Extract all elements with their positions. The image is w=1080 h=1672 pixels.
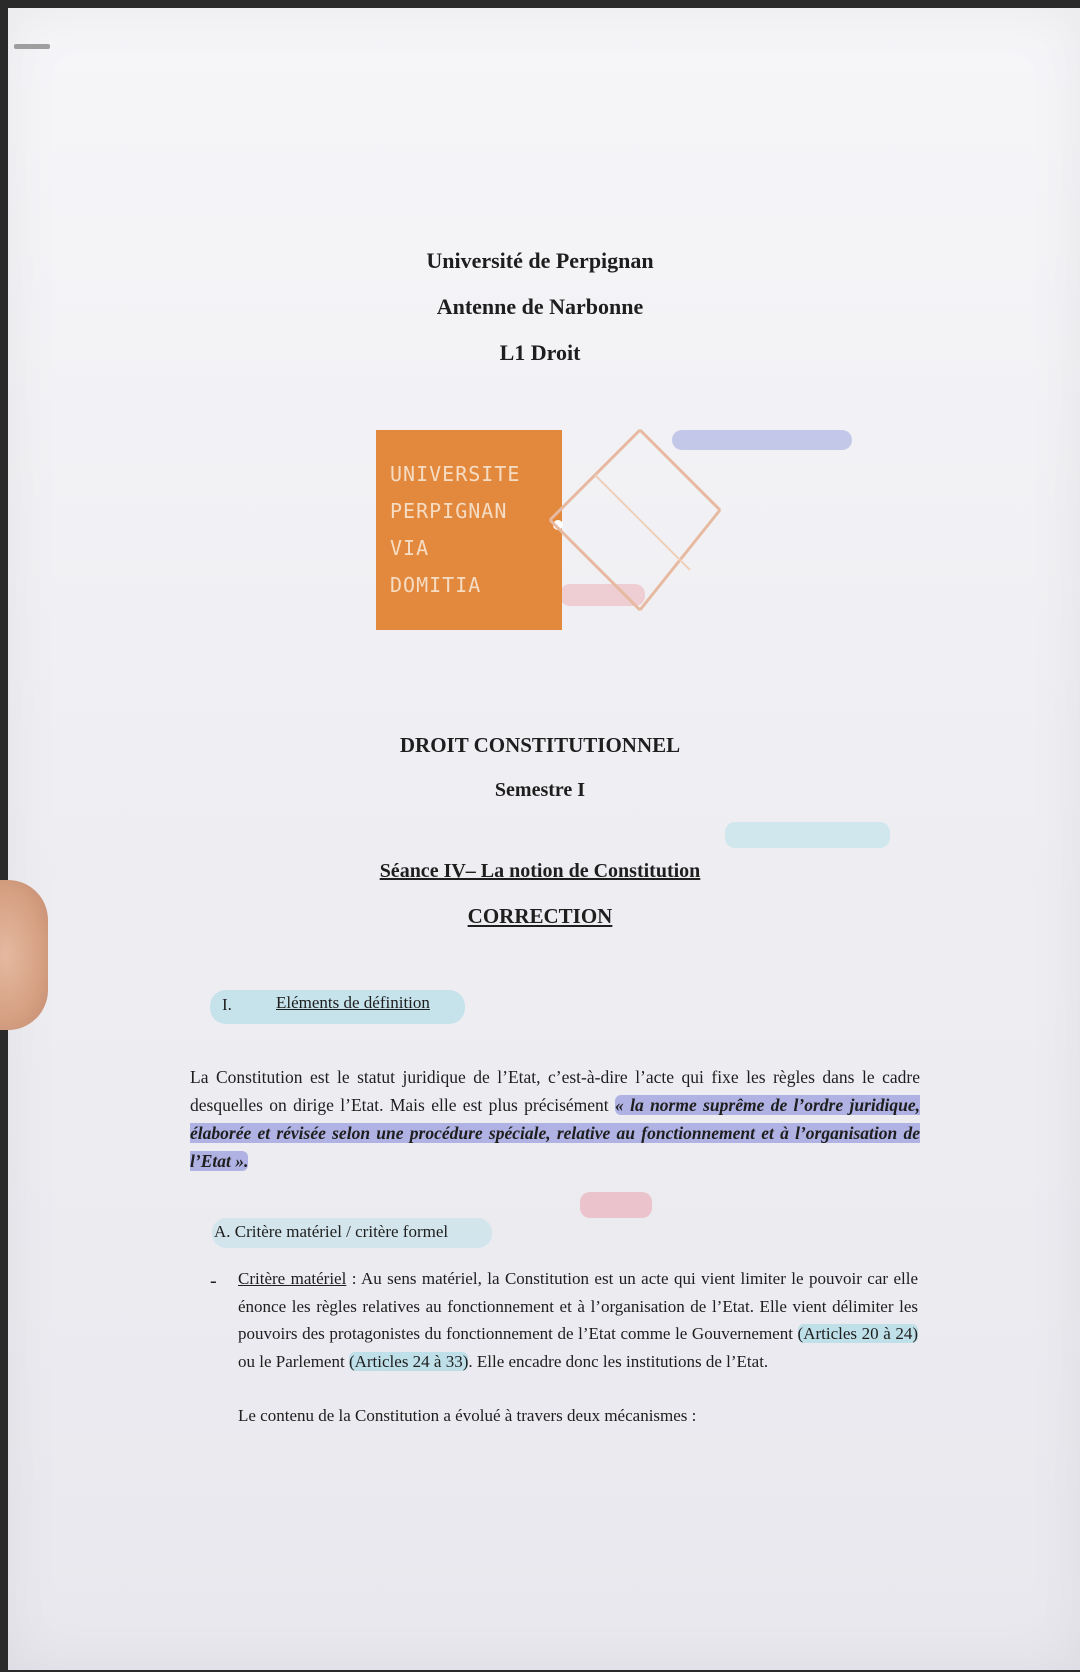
definition-paragraph xyxy=(190,1063,920,1175)
criterion-paragraph xyxy=(238,1265,918,1375)
logo-line: PERPIGNAN xyxy=(390,499,508,523)
campus-name: Antenne de Narbonne xyxy=(436,294,644,319)
section-title: Eléments de définition xyxy=(276,993,430,1012)
criterion-text: . Elle encadre donc les institutions de l’Etat. xyxy=(468,1351,769,1371)
section-heading xyxy=(210,990,465,1024)
document-header xyxy=(0,238,1080,376)
bullet-marker: - xyxy=(210,1270,217,1292)
highlighted-quote: « la norme suprême de l’ordre juridique, élaborée et révisée selon une procédure spéciale, relative au fonctionnement et à l’organisation de l’Etat ». xyxy=(190,1095,920,1171)
subsection-title: A. Critère matériel / critère formel xyxy=(214,1222,449,1241)
logo-line: UNIVERSITE xyxy=(390,462,521,486)
semester: Semestre I xyxy=(494,779,586,801)
correction-label: CORRECTION xyxy=(467,904,613,928)
article-reference: (Articles 20 à 24) xyxy=(797,1324,918,1343)
criterion-text: : Au sens matériel, la Constitution est un acte qui vient limiter le pouvoir car elle énonce les règles relatives au fonctionnement et à l’organisation de l’Etat. Elle vient délimiter les pouvoirs des protagonistes du fonctionnement de l’Etat comme le Gouvernement xyxy=(238,1269,919,1343)
university-logo xyxy=(376,430,562,630)
corner-mark xyxy=(14,44,50,49)
logo-line: VIA xyxy=(390,536,430,560)
thumb xyxy=(0,880,48,1030)
program-name: L1 Droit xyxy=(499,340,581,365)
session-title: Séance IV– La notion de Constitution xyxy=(379,860,701,882)
criterion-text: ou le Parlement xyxy=(238,1351,349,1371)
showthrough-mark xyxy=(580,1192,652,1218)
logo-line: DOMITIA xyxy=(390,573,482,597)
mechanisms-intro: Le contenu de la Constitution a évolué à travers deux mécanismes : xyxy=(238,1406,697,1425)
article-reference: (Articles 24 à 33) xyxy=(348,1351,469,1371)
logo-lattice xyxy=(540,420,730,630)
paragraph-text: La Constitution est le statut juridique de l’Etat, c’est-à-dire l’acte qui fixe les règles dans le cadre desquelles on dirige l’Etat. Mais elle est plus précisément xyxy=(190,1067,920,1115)
section-number: I. xyxy=(222,995,232,1014)
university-name: Université de Perpignan xyxy=(426,248,654,273)
subsection-heading xyxy=(212,1218,492,1248)
course-title: DROIT CONSTITUTIONNEL xyxy=(399,733,681,757)
criterion-label: Critère matériel xyxy=(238,1269,347,1288)
showthrough-mark xyxy=(725,822,890,848)
